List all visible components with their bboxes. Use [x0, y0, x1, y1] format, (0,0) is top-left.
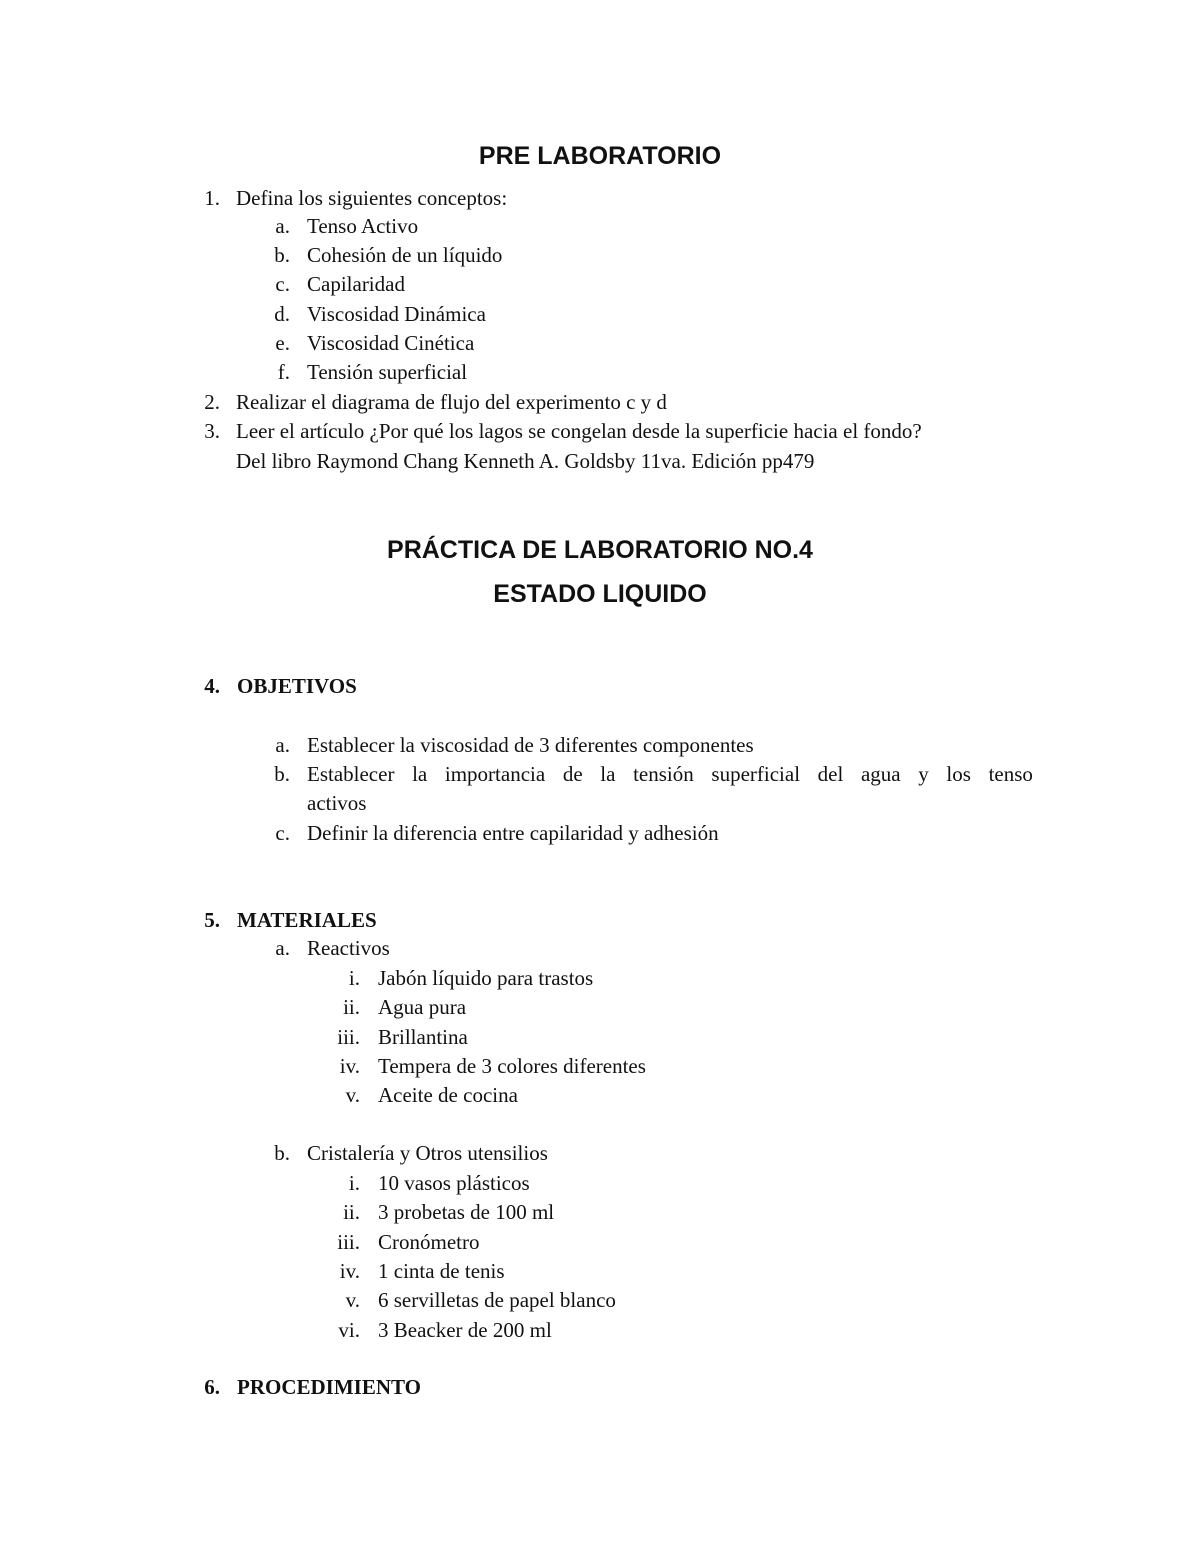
objetivo-word: tensión [633, 762, 694, 786]
concept-letter: b. [274, 243, 290, 267]
item-number: 3. [204, 419, 220, 443]
objetivo-word: la [600, 762, 616, 786]
section-heading: OBJETIVOS [237, 674, 357, 698]
item-number: 1. [204, 186, 220, 210]
group-letter: a. [275, 936, 290, 960]
concept-text: Viscosidad Cinética [307, 331, 475, 355]
list-item-text: Tempera de 3 colores diferentes [378, 1053, 646, 1078]
objetivo-text: Establecer la viscosidad de 3 diferentes componentes [307, 733, 754, 757]
section-heading: MATERIALES [237, 908, 377, 932]
roman-numeral: iii. [337, 1229, 360, 1254]
concept-text: Viscosidad Dinámica [307, 302, 486, 326]
group-label: Reactivos [307, 936, 390, 960]
concept-text: Capilaridad [307, 272, 405, 296]
concept-letter: d. [274, 302, 290, 326]
list-item-text: 1 cinta de tenis [378, 1258, 505, 1283]
objetivo-word: superficial [711, 762, 801, 786]
item-continuation: Del libro Raymond Chang Kenneth A. Goldsby 11va. Edición pp479 [236, 449, 815, 473]
section-number: 6. [204, 1375, 220, 1399]
objetivo-word: agua [860, 762, 901, 786]
list-item-text: Brillantina [378, 1024, 468, 1049]
concept-letter: f. [277, 360, 290, 384]
list-item-text: 6 servilletas de papel blanco [378, 1288, 616, 1313]
section-heading: PROCEDIMIENTO [237, 1375, 421, 1399]
roman-numeral: v. [345, 1083, 360, 1108]
concept-text: Cohesión de un líquido [307, 243, 503, 267]
item-number: 2. [204, 390, 220, 414]
objetivo-word: de [562, 762, 583, 786]
objetivo-letter: c. [275, 821, 290, 845]
list-item-text: Cronómetro [378, 1229, 480, 1254]
list-item-text: 3 probetas de 100 ml [378, 1200, 555, 1225]
concept-letter: c. [275, 272, 290, 296]
roman-numeral: v. [345, 1288, 360, 1313]
objetivo-word: Establecer [307, 762, 395, 786]
objetivo-word: la [412, 762, 428, 786]
concept-letter: a. [275, 214, 290, 238]
pre-lab-title: PRE LABORATORIO [478, 142, 722, 170]
item-text: Leer el artículo ¿Por qué los lagos se congelan desde la superficie hacia el fondo? [236, 419, 922, 443]
group-letter: b. [274, 1141, 290, 1165]
objetivo-word: importancia [444, 762, 546, 786]
roman-numeral: iv. [339, 1053, 360, 1078]
objetivo-b-text [307, 760, 1033, 788]
list-item-text: Aceite de cocina [378, 1083, 518, 1108]
roman-numeral: ii. [343, 995, 360, 1020]
item-text: Realizar el diagrama de flujo del experimento c y d [236, 390, 667, 414]
group-label: Cristalería y Otros utensilios [307, 1141, 548, 1165]
section-number: 5. [204, 908, 220, 932]
concept-letter: e. [275, 331, 290, 355]
item-text: Defina los siguientes conceptos: [236, 186, 508, 210]
objetivo-continuation: activos [307, 791, 367, 815]
roman-numeral: i. [348, 966, 360, 990]
concept-text: Tensión superficial [307, 360, 468, 384]
list-item-text: 10 vasos plásticos [378, 1171, 530, 1195]
section-number: 4. [204, 674, 220, 698]
list-item-text: Agua pura [378, 995, 467, 1020]
objetivo-letter: b. [274, 762, 290, 786]
objetivo-word: del [817, 762, 844, 786]
roman-numeral: i. [348, 1171, 360, 1195]
roman-numeral: vi. [338, 1317, 360, 1342]
roman-numeral: ii. [343, 1200, 360, 1225]
roman-numeral: iii. [337, 1024, 360, 1049]
concept-text: Tenso Activo [307, 214, 419, 238]
roman-numeral: iv. [339, 1258, 360, 1283]
objetivo-word: los [946, 762, 971, 786]
practice-title: PRÁCTICA DE LABORATORIO NO.4 [387, 536, 813, 564]
objetivo-letter: a. [275, 733, 290, 757]
objetivo-word: tenso [988, 762, 1033, 786]
list-item-text: Jabón líquido para trastos [378, 966, 594, 990]
list-item-text: 3 Beacker de 200 ml [378, 1317, 552, 1342]
objetivo-text: Definir la diferencia entre capilaridad y adhesión [307, 821, 719, 845]
objetivo-word: y [918, 762, 929, 786]
practice-subtitle: ESTADO LIQUIDO [493, 580, 707, 608]
